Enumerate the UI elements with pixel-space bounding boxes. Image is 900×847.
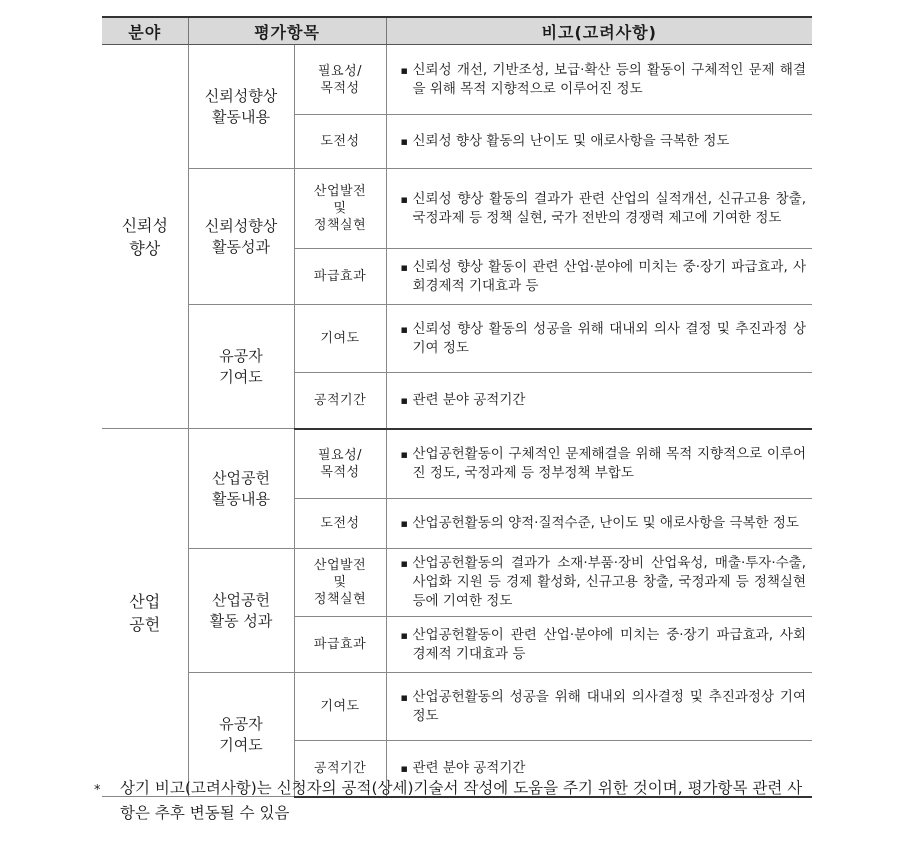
table-body — [102, 45, 812, 797]
item-cell: 파급효과 — [294, 249, 386, 305]
note-text: 산업공헌활동이 구체적인 문제해결을 위해 목적 지향적으로 이루어진 정도, 국정과제 등 정부정책 부합도 — [412, 445, 807, 481]
note-bullet — [401, 320, 807, 358]
bullet-marker: ▪ — [400, 628, 408, 642]
item-cell: 도전성 — [294, 115, 386, 169]
footnote-asterisk: * — [94, 783, 101, 798]
note-bullet — [401, 514, 807, 533]
category-cell: 산업공헌 활동 성과 — [188, 549, 294, 673]
note-bullet — [401, 132, 807, 151]
item-cell: 파급효과 — [294, 617, 386, 673]
item-cell: 공적기간 — [294, 741, 386, 797]
bullet-marker: ▪ — [400, 447, 408, 461]
table-row — [102, 673, 812, 741]
table-row — [102, 305, 812, 373]
bullet-marker: ▪ — [400, 192, 408, 206]
note-bullet — [401, 61, 807, 99]
note-cell — [386, 549, 812, 617]
note-cell — [386, 429, 812, 499]
category-cell: 신뢰성향상 활동성과 — [188, 169, 294, 305]
item-cell: 도전성 — [294, 499, 386, 549]
note-bullet — [401, 554, 807, 611]
note-text: 신뢰성 향상 활동의 난이도 및 애로사항을 극복한 정도 — [412, 133, 730, 149]
note-cell — [386, 499, 812, 549]
category-cell: 신뢰성향상 활동내용 — [188, 45, 294, 169]
table-row — [102, 549, 812, 617]
note-bullet — [401, 190, 807, 228]
note-bullet — [401, 445, 807, 483]
bullet-marker: ▪ — [400, 761, 408, 775]
header-remarks: 비고(고려사항) — [386, 17, 812, 45]
note-cell — [386, 673, 812, 741]
bullet-marker: ▪ — [400, 690, 408, 704]
note-text: 산업공헌활동의 결과가 소재·부품·장비 산업육성, 매출·투자·수출, 사업화 지원 등 경제 활성화, 신규고용 창출, 국정과제 등 정책실현 등에 기여한 정도 — [412, 555, 807, 609]
item-cell: 기여도 — [294, 305, 386, 373]
field-cell: 산업 공헌 — [102, 429, 188, 797]
bullet-marker: ▪ — [400, 557, 408, 570]
table-header-row — [102, 17, 812, 45]
header-evaluation-item: 평가항목 — [188, 17, 386, 45]
note-bullet — [401, 626, 807, 664]
note-text: 신뢰성 향상 활동이 관련 산업·분야에 미치는 중·장기 파급효과, 사회경제적 기대효과 등 — [412, 258, 807, 294]
note-text: 신뢰성 향상 활동의 성공을 위해 대내외 의사 결정 및 추진과정 상 기여 정도 — [412, 320, 807, 356]
note-bullet — [401, 391, 807, 410]
bullet-marker: ▪ — [400, 322, 408, 336]
bullet-marker: ▪ — [400, 517, 408, 530]
field-cell: 신뢰성 향상 — [102, 45, 188, 429]
bullet-marker: ▪ — [400, 135, 408, 148]
bullet-marker: ▪ — [400, 260, 408, 274]
footnote-text: 상기 비고(고려사항)는 신청자의 공적(상세)기술서 작성에 도움을 주기 위한 것이며, 평가항목 관련 사항은 추후 변동될 수 있음 — [120, 779, 803, 822]
note-cell — [386, 249, 812, 305]
item-cell: 산업발전 및 정책실현 — [294, 169, 386, 249]
table-row — [102, 429, 812, 499]
item-cell: 필요성/ 목적성 — [294, 429, 386, 499]
footnote — [94, 776, 814, 826]
note-text: 산업공헌활동의 양적·질적수준, 난이도 및 애로사항을 극복한 정도 — [412, 515, 799, 531]
note-bullet — [401, 258, 807, 296]
note-cell — [386, 617, 812, 673]
item-cell: 산업발전 및 정책실현 — [294, 549, 386, 617]
category-cell: 유공자 기여도 — [188, 673, 294, 797]
note-bullet — [401, 688, 807, 726]
note-cell — [386, 373, 812, 429]
note-text: 관련 분야 공적기간 — [412, 759, 526, 776]
item-cell: 공적기간 — [294, 373, 386, 429]
note-cell — [386, 169, 812, 249]
note-text: 신뢰성 개선, 기반조성, 보급·확산 등의 활동이 구체적인 문제 해결을 위해 목적 지향적으로 이루어진 정도 — [412, 61, 807, 97]
note-text: 관련 분야 공적기간 — [412, 391, 526, 408]
category-cell: 산업공헌 활동내용 — [188, 429, 294, 549]
table-row — [102, 45, 812, 115]
note-bullet — [401, 759, 807, 778]
header-field: 분야 — [102, 17, 188, 45]
note-text: 산업공헌활동의 성공을 위해 대내외 의사결정 및 추진과정상 기여정도 — [412, 688, 807, 724]
bullet-marker: ▪ — [400, 393, 408, 407]
note-cell — [386, 45, 812, 115]
category-cell: 유공자 기여도 — [188, 305, 294, 429]
note-cell — [386, 305, 812, 373]
bullet-marker: ▪ — [400, 63, 408, 77]
evaluation-table — [102, 16, 812, 798]
table-row — [102, 169, 812, 249]
note-text: 신뢰성 향상 활동의 결과가 관련 산업의 실적개선, 신규고용 창출, 국정과제 등 정책 실현, 국가 전반의 경쟁력 제고에 기여한 정도 — [412, 190, 807, 226]
item-cell: 기여도 — [294, 673, 386, 741]
note-text: 산업공헌활동이 관련 산업·분야에 미치는 중·장기 파급효과, 사회 경제적 기대효과 등 — [412, 626, 807, 662]
item-cell: 필요성/ 목적성 — [294, 45, 386, 115]
note-cell — [386, 115, 812, 169]
